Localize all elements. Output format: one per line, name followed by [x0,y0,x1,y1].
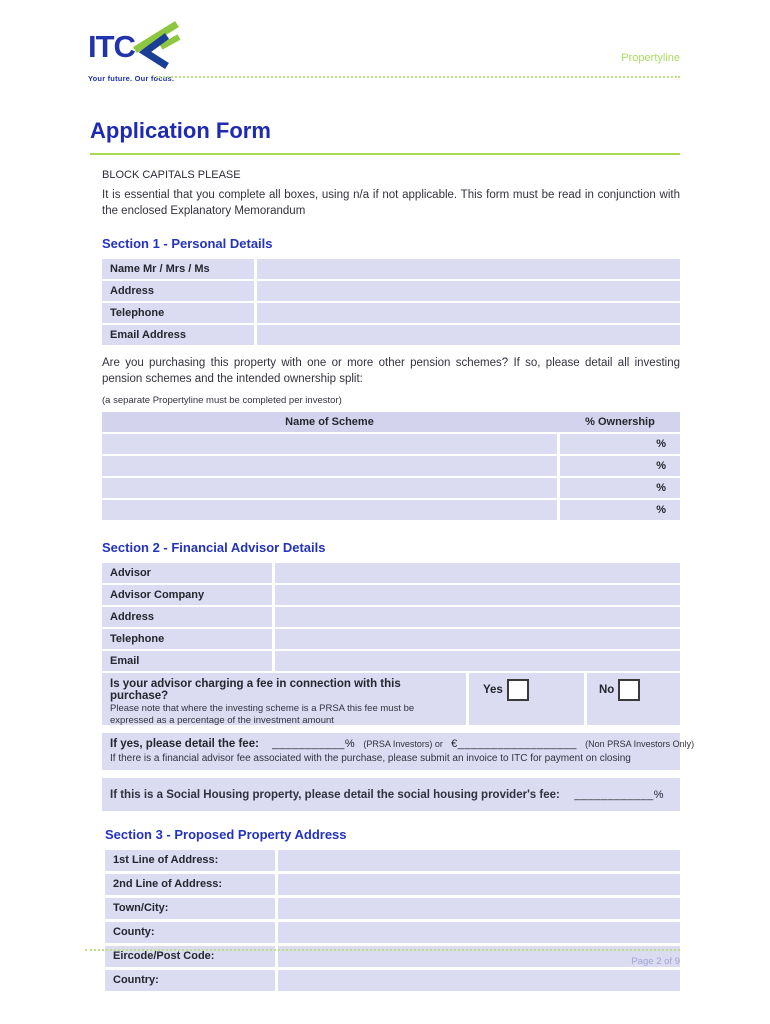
non-prsa-investors-label: (Non PRSA Investors Only) [585,739,695,750]
yes-label: Yes [483,684,503,697]
personal-details-table [102,259,680,345]
no-label: No [599,684,615,697]
table-row [105,943,680,967]
no-checkbox[interactable] [618,679,640,701]
scheme-ownership-field[interactable] [560,456,680,476]
address-line1-field[interactable] [278,850,680,871]
name-label: Name Mr / Mrs / Ms [102,259,254,279]
table-row [105,871,680,895]
name-of-scheme-header: Name of Scheme [102,412,557,432]
header-divider [156,76,680,78]
address-field[interactable] [257,281,680,301]
social-housing-row [102,778,680,811]
table-row [105,919,680,943]
scheme-name-field[interactable] [102,500,557,520]
table-row [102,583,680,605]
table-row [102,259,680,279]
advisor-field[interactable] [275,563,680,583]
page-header [0,0,770,92]
advisor-address-label: Address [102,607,272,627]
table-row [102,323,680,345]
table-row [105,895,680,919]
table-row [102,627,680,649]
email-address-label: Email Address [102,325,254,345]
fee-detail-row [102,733,695,770]
scheme-ownership-table [102,412,680,520]
table-row [102,279,680,301]
ownership-header: % Ownership [560,412,680,432]
county-field[interactable] [278,922,680,943]
address-line2-field[interactable] [278,874,680,895]
town-city-field[interactable] [278,898,680,919]
percent-suffix: % [656,482,666,495]
title-underline [90,153,680,155]
property-address-table [105,850,680,991]
advisor-address-field[interactable] [275,607,680,627]
name-field[interactable] [257,259,680,279]
advisor-label: Advisor [102,563,272,583]
fee-invoice-note: If there is a financial advisor fee associated with the purchase, please submit an invoice to ITC for payment on closing [110,753,631,765]
scheme-row [102,498,680,520]
scheme-table-header-row [102,412,680,432]
itc-star-icon [131,20,183,72]
prsa-investors-label: (PRSA Investors) or [363,739,443,750]
page-number: Page 2 of 9 [631,956,680,967]
advisor-company-label: Advisor Company [102,585,272,605]
country-field[interactable] [278,970,680,991]
scheme-row [102,476,680,498]
scheme-name-field[interactable] [102,456,557,476]
pension-schemes-note: (a separate Propertyline must be completed per investor) [102,395,342,407]
fee-euro-blank[interactable]: €__________________ [451,738,577,751]
country-label: Country: [105,970,275,991]
county-label: County: [105,922,275,943]
scheme-row [102,454,680,476]
fee-percent-blank[interactable]: ___________% [272,738,356,751]
percent-suffix: % [656,438,666,451]
advisor-company-field[interactable] [275,585,680,605]
scheme-row [102,432,680,454]
propertyline-brand: Propertyline [621,52,680,64]
itc-logo [88,26,183,83]
section1-heading: Section 1 - Personal Details [102,235,273,251]
itc-logo-text: ITC [88,29,135,64]
table-row [105,967,680,991]
address-label: Address [102,281,254,301]
footer-divider [85,949,680,951]
pension-schemes-question: Are you purchasing this property with one or more other pension schemes? If so, please detail all investing pension schemes and the intended ownership split: [102,356,680,385]
advisor-fee-question-row [102,673,680,725]
fee-detail-prompt: If yes, please detail the fee: [110,738,259,751]
section2-heading: Section 2 - Financial Advisor Details [102,540,326,556]
advisor-telephone-label: Telephone [102,629,272,649]
address-line2-label: 2nd Line of Address: [105,874,275,895]
advisor-email-field[interactable] [275,651,680,671]
yes-option [469,673,584,725]
table-row [102,605,680,627]
advisor-telephone-field[interactable] [275,629,680,649]
form-body [90,92,695,991]
percent-suffix: % [656,460,666,473]
scheme-name-field[interactable] [102,434,557,454]
social-housing-fee-blank[interactable]: ____________% [574,789,665,802]
scheme-name-field[interactable] [102,478,557,498]
table-row [102,563,680,583]
telephone-label: Telephone [102,303,254,323]
email-address-field[interactable] [257,325,680,345]
advisor-details-table [102,563,680,671]
table-row [102,649,680,671]
scheme-ownership-field[interactable] [560,500,680,520]
percent-suffix: % [656,504,666,517]
no-option [587,673,680,725]
table-row [102,301,680,323]
scheme-ownership-field[interactable] [560,478,680,498]
town-city-label: Town/City: [105,898,275,919]
eircode-label: Eircode/Post Code: [105,946,275,967]
address-line1-label: 1st Line of Address: [105,850,275,871]
yes-checkbox[interactable] [507,679,529,701]
section3-heading: Section 3 - Proposed Property Address [105,827,347,843]
advisor-fee-question [102,673,466,725]
table-row [105,850,680,871]
itc-logo-tagline: Your future. Our focus. [88,74,175,83]
page-title: Application Form [90,118,271,143]
intro-instructions: It is essential that you complete all boxes, using n/a if not applicable. This form must be read in conjunction with the enclosed Explanatory Memorandum [102,189,680,218]
advisor-fee-question-main: Is your advisor charging a fee in connection with this purchase? [110,678,401,703]
scheme-ownership-field[interactable] [560,434,680,454]
advisor-email-label: Email [102,651,272,671]
social-housing-prompt: If this is a Social Housing property, please detail the social housing provider's fee: [110,789,560,802]
advisor-fee-question-note: Please note that where the investing scheme is a PRSA this fee must be expressed as a percentage of the investment amount [110,703,415,727]
telephone-field[interactable] [257,303,680,323]
block-capitals-note: BLOCK CAPITALS PLEASE [102,169,241,181]
